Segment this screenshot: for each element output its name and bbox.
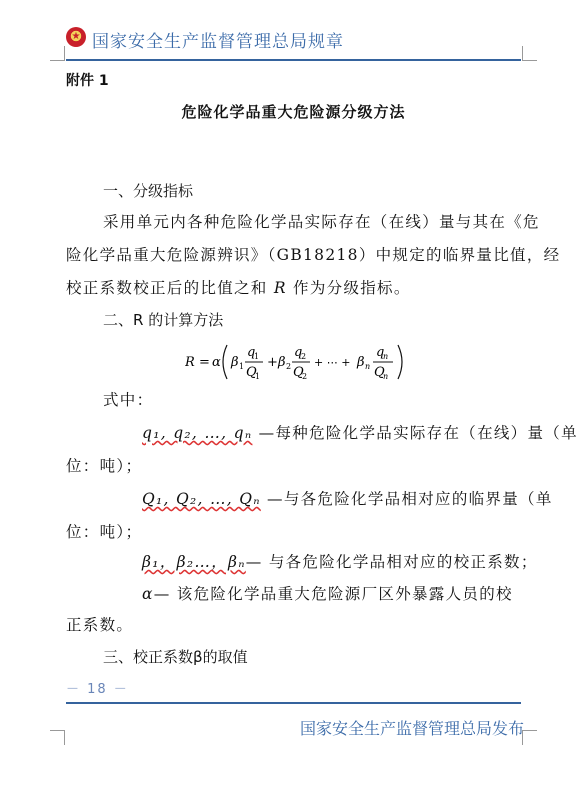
cap-q-1-sub: 1 [255,372,261,381]
def-beta-line [142,550,538,572]
section-1-line-2: 险化学品重大危险源辨识》（GB18218）中规定的临界量比值，经 [66,246,561,264]
cap-q-2-sub: 2 [302,372,308,381]
crop-mark-bottom-right [522,730,537,745]
line-3-suffix: 作为分级指标。 [286,279,411,297]
section-1-line-1: 采用单元内各种危险化学品实际存在（在线）量与其在《危 [103,213,540,231]
footer-publisher: 国家安全生产监督管理总局发布 [300,719,525,738]
q-1-sub: 1 [254,352,260,361]
where-label: 式中： [103,391,154,409]
line-3-prefix: 校正系数校正后的比值之和 [66,279,274,297]
formula-r: R [185,355,195,370]
q-2-sub: 2 [301,352,307,361]
section-3-heading: 三、校正系数β的取值 [103,648,248,666]
q-1: q [247,345,256,360]
crop-mark-bottom-left [50,730,65,745]
def-q-text: —每种危险化学品实际存在（在线）量（单 [252,424,578,442]
def-cap-q-cont: 位：吨）； [66,523,143,541]
beta-1-sub: 1 [239,362,245,371]
crop-mark-top-right [522,46,537,61]
def-cap-q-line [142,487,553,509]
cap-q-n-sub: n [383,372,389,381]
page-number: － 18 － [66,682,129,697]
r-formula [185,341,415,383]
right-paren [398,345,402,379]
beta-n-sub: n [365,362,371,371]
def-cap-q-text: —与各危险化学品相对应的临界量（单 [260,490,553,508]
crop-mark-top-left [50,46,65,61]
q-n-sub: n [383,352,389,361]
def-alpha-line [142,582,513,604]
section-1-heading: 一、分级指标 [103,182,194,200]
def-alpha-var: α [142,585,154,603]
beta-1: β [231,355,239,370]
attachment-label: 附件 1 [66,73,109,89]
def-alpha-cont: 正系数。 [66,616,134,634]
beta-n: β [357,355,365,370]
def-q-vars: q₁, q₂, …, qₙ [142,424,253,442]
def-q-line [142,421,578,443]
document-title: 危险化学品重大危险源分级方法 [181,103,406,121]
plus-1: + [267,355,278,370]
q-2: q [294,345,303,360]
q-n: q [376,345,385,360]
cap-q-2: Q [293,365,304,380]
header-org-name: 国家安全生产监督管理总局规章 [92,32,344,52]
cap-q-1: Q [246,365,257,380]
def-beta-text: — 与各危险化学品相对应的校正系数； [245,553,538,571]
header-divider [66,59,521,61]
cap-q-n: Q [374,365,385,380]
def-alpha-text: — 该危险化学品重大危险源厂区外暴露人员的校 [153,585,513,603]
plus-dots: + ⋯ + [314,356,351,369]
formula-eq: = [199,355,210,370]
def-cap-q-vars: Q₁, Q₂, …, Qₙ [142,490,261,508]
section-1-line-3 [66,276,411,298]
var-r: R [273,279,287,297]
left-paren [223,345,227,379]
national-emblem-icon: ★ [66,27,86,47]
def-q-cont: 位：吨）； [66,457,143,475]
def-beta-vars: β₁，β₂…，βₙ [142,553,246,571]
beta-2-sub: 2 [286,362,292,371]
section-2-heading: 二、R 的计算方法 [103,311,224,329]
footer-divider [66,702,521,704]
formula-alpha: α [212,355,221,370]
beta-2: β [278,355,286,370]
